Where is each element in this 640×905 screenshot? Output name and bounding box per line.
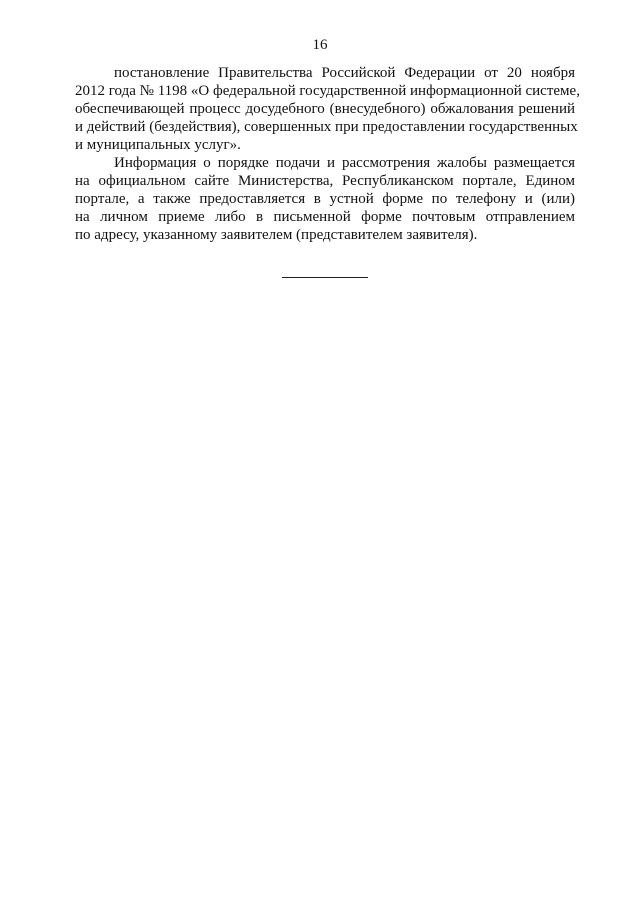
text-line: на официальном сайте Министерства, Республиканском портале, Едином (75, 173, 575, 189)
text-line: по адресу, указанному заявителем (представителем заявителя). (75, 227, 478, 243)
text-line: и действий (бездействия), совершенных при предоставлении государственных (75, 119, 578, 135)
text-line: на личном приеме либо в письменной форме почтовым отправлением (75, 209, 575, 225)
document-body (75, 64, 580, 244)
end-separator-line (282, 277, 368, 278)
paragraph-continuation (75, 64, 580, 154)
text-line: 2012 года № 1198 «О федеральной государственной информационной системе, (75, 83, 580, 99)
text-line: постановление Правительства Российской Федерации от 20 ноября (114, 65, 575, 81)
text-line: и муниципальных услуг». (75, 137, 241, 153)
page-number: 16 (312, 37, 328, 53)
text-line: Информация о порядке подачи и рассмотрения жалобы размещается (114, 155, 575, 171)
text-line: обеспечивающей процесс досудебного (внесудебного) обжалования решений (75, 101, 575, 117)
paragraph-complaint-info (75, 154, 575, 244)
text-line: портале, а также предоставляется в устной форме по телефону и (или) (75, 191, 575, 207)
